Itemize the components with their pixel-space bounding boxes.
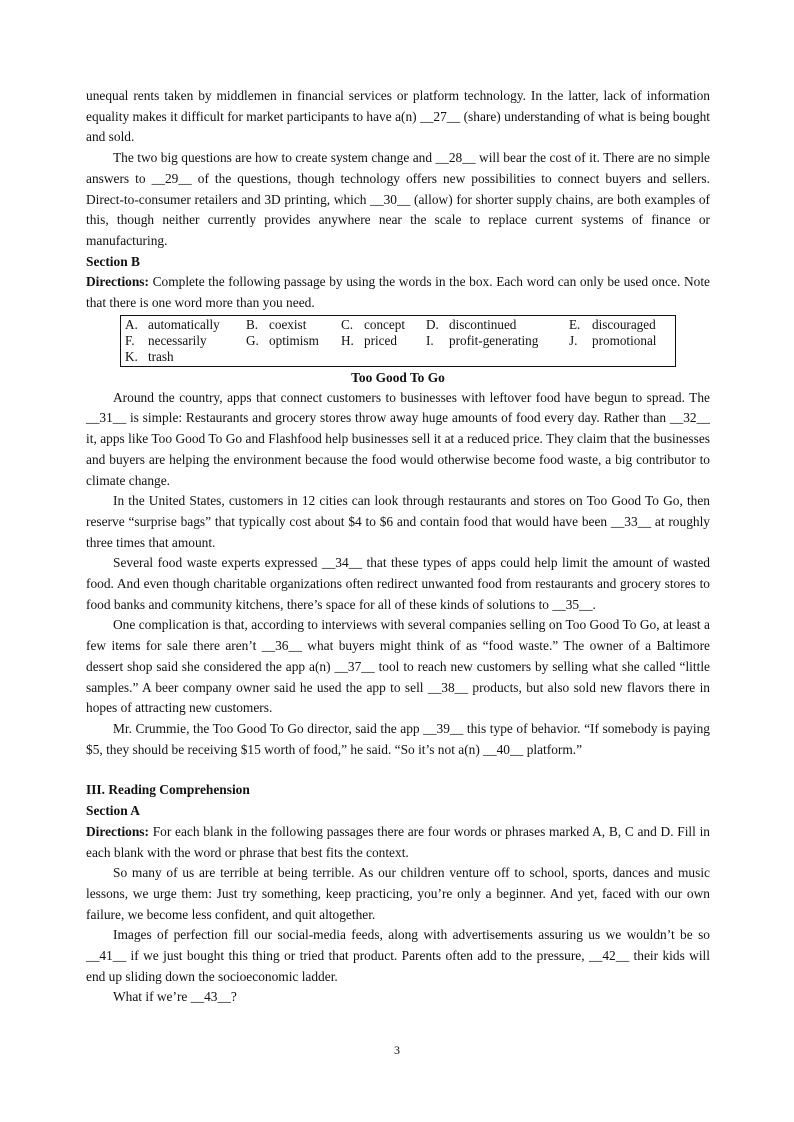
paragraph: Mr. Crummie, the Too Good To Go director, said the app __39__ this type of behavior. “If somebody is paying $5, they should be receiving $15 worth of food,” he said. “So it’s not a(n) __40__ platform.” xyxy=(86,720,710,757)
section-b-heading: Section B xyxy=(86,253,140,269)
word-option: B. coexist xyxy=(246,316,307,332)
directions-label: Directions: xyxy=(86,823,149,839)
word-option: I. profit-generating xyxy=(426,332,539,348)
paragraph: So many of us are terrible at being terrible. As our children venture off to school, sports, dances and music lessons, we urge them: Just try something, keep practicing, you’re only a beginner. And yet, faced with our own failure, we become less confident, and quit altogether. xyxy=(86,865,710,922)
paragraph: Several food waste experts expressed __34__ that these types of apps could help limit the amount of wasted food. And even though charitable organizations often redirect unwanted food from restaurants and grocery stores to food banks and community kitchens, there’s space for all of these kinds of solutions to __35__. xyxy=(86,555,710,612)
paragraph: Around the country, apps that connect customers to businesses with leftover food have begun to spread. The __31__ is simple: Restaurants and grocery stores throw away huge amounts of food every day. Rather than __32__ it, apps like Too Good To Go and Flashfood help businesses sell it at a reduced price. They claim that the businesses and buyers are helping the environment because the food would otherwise become food waste, a big contributor to climate change. xyxy=(86,389,710,488)
section-iii-heading: III. Reading Comprehension xyxy=(86,782,250,798)
directions-text: For each blank in the following passages there are four words or phrases marked A, B, C and D. Fill in each blank with the word or phrase that best fits the context. xyxy=(86,823,710,860)
word-option: C. concept xyxy=(341,316,406,332)
paragraph: unequal rents taken by middlemen in financial services or platform technology. In the latter, lack of information equality makes it difficult for market participants to have a(n) __27__ (share) understanding of what is being bought and sold. xyxy=(86,88,710,145)
page-number: 3 xyxy=(394,1043,400,1057)
directions-label: Directions: xyxy=(86,274,149,290)
word-option: F. necessarily xyxy=(125,332,207,348)
section-a-heading: Section A xyxy=(86,803,140,819)
word-option: J. promotional xyxy=(569,332,657,348)
word-option: H. priced xyxy=(341,332,397,348)
word-box-row xyxy=(125,317,675,333)
word-option: G. optimism xyxy=(246,332,319,348)
paragraph: One complication is that, according to interviews with several companies selling on Too Good To Go, at least a few items for sale there aren’t __36__ what buyers might think of as “food waste.” The owner of a Baltimore dessert shop said she considered the app a(n) __37__ tool to reach new customers by selling what she called “little samples.” A beer company owner said he used the app to sell __38__ products, but also sold new flavors there in hopes of attracting new customers. xyxy=(86,617,710,716)
document-page xyxy=(86,86,710,1008)
word-box-row xyxy=(125,333,675,349)
section-b-directions xyxy=(86,272,710,313)
word-box-row xyxy=(125,349,675,365)
paragraph: What if we’re __43__? xyxy=(113,989,237,1005)
word-option: A. automatically xyxy=(125,316,220,332)
word-option: E. discouraged xyxy=(569,316,656,332)
paragraph: In the United States, customers in 12 cities can look through restaurants and stores on Too Good To Go, then reserve “surprise bags” that typically cost about $4 to $6 and contain food that would have been __33__ at roughly three times that amount. xyxy=(86,493,710,550)
word-option: D. discontinued xyxy=(426,316,517,332)
word-box xyxy=(120,315,676,367)
paragraph: Images of perfection fill our social-media feeds, along with advertisements assuring us we wouldn’t be so __41__ if we just bought this thing or tried that product. Parents often add to the pressure, __42__ their kids will end up sliding down the socioeconomic ladder. xyxy=(86,927,710,984)
section-a-directions xyxy=(86,822,710,863)
directions-text: Complete the following passage by using the words in the box. Each word can only be used once. Note that there is one word more than you need. xyxy=(86,274,710,311)
passage-title: Too Good To Go xyxy=(351,369,445,385)
paragraph: The two big questions are how to create system change and __28__ will bear the cost of it. There are no simple answers to __29__ of the questions, though technology offers new possibilities to connect buyers and sellers. Direct-to-consumer retailers and 3D printing, which __30__ (allow) for shorter supply chains, are both examples of this, though neither currently provides anywhere near the scale to replace current systems of finance or manufacturing. xyxy=(86,150,710,248)
word-option: K. trash xyxy=(125,348,174,364)
